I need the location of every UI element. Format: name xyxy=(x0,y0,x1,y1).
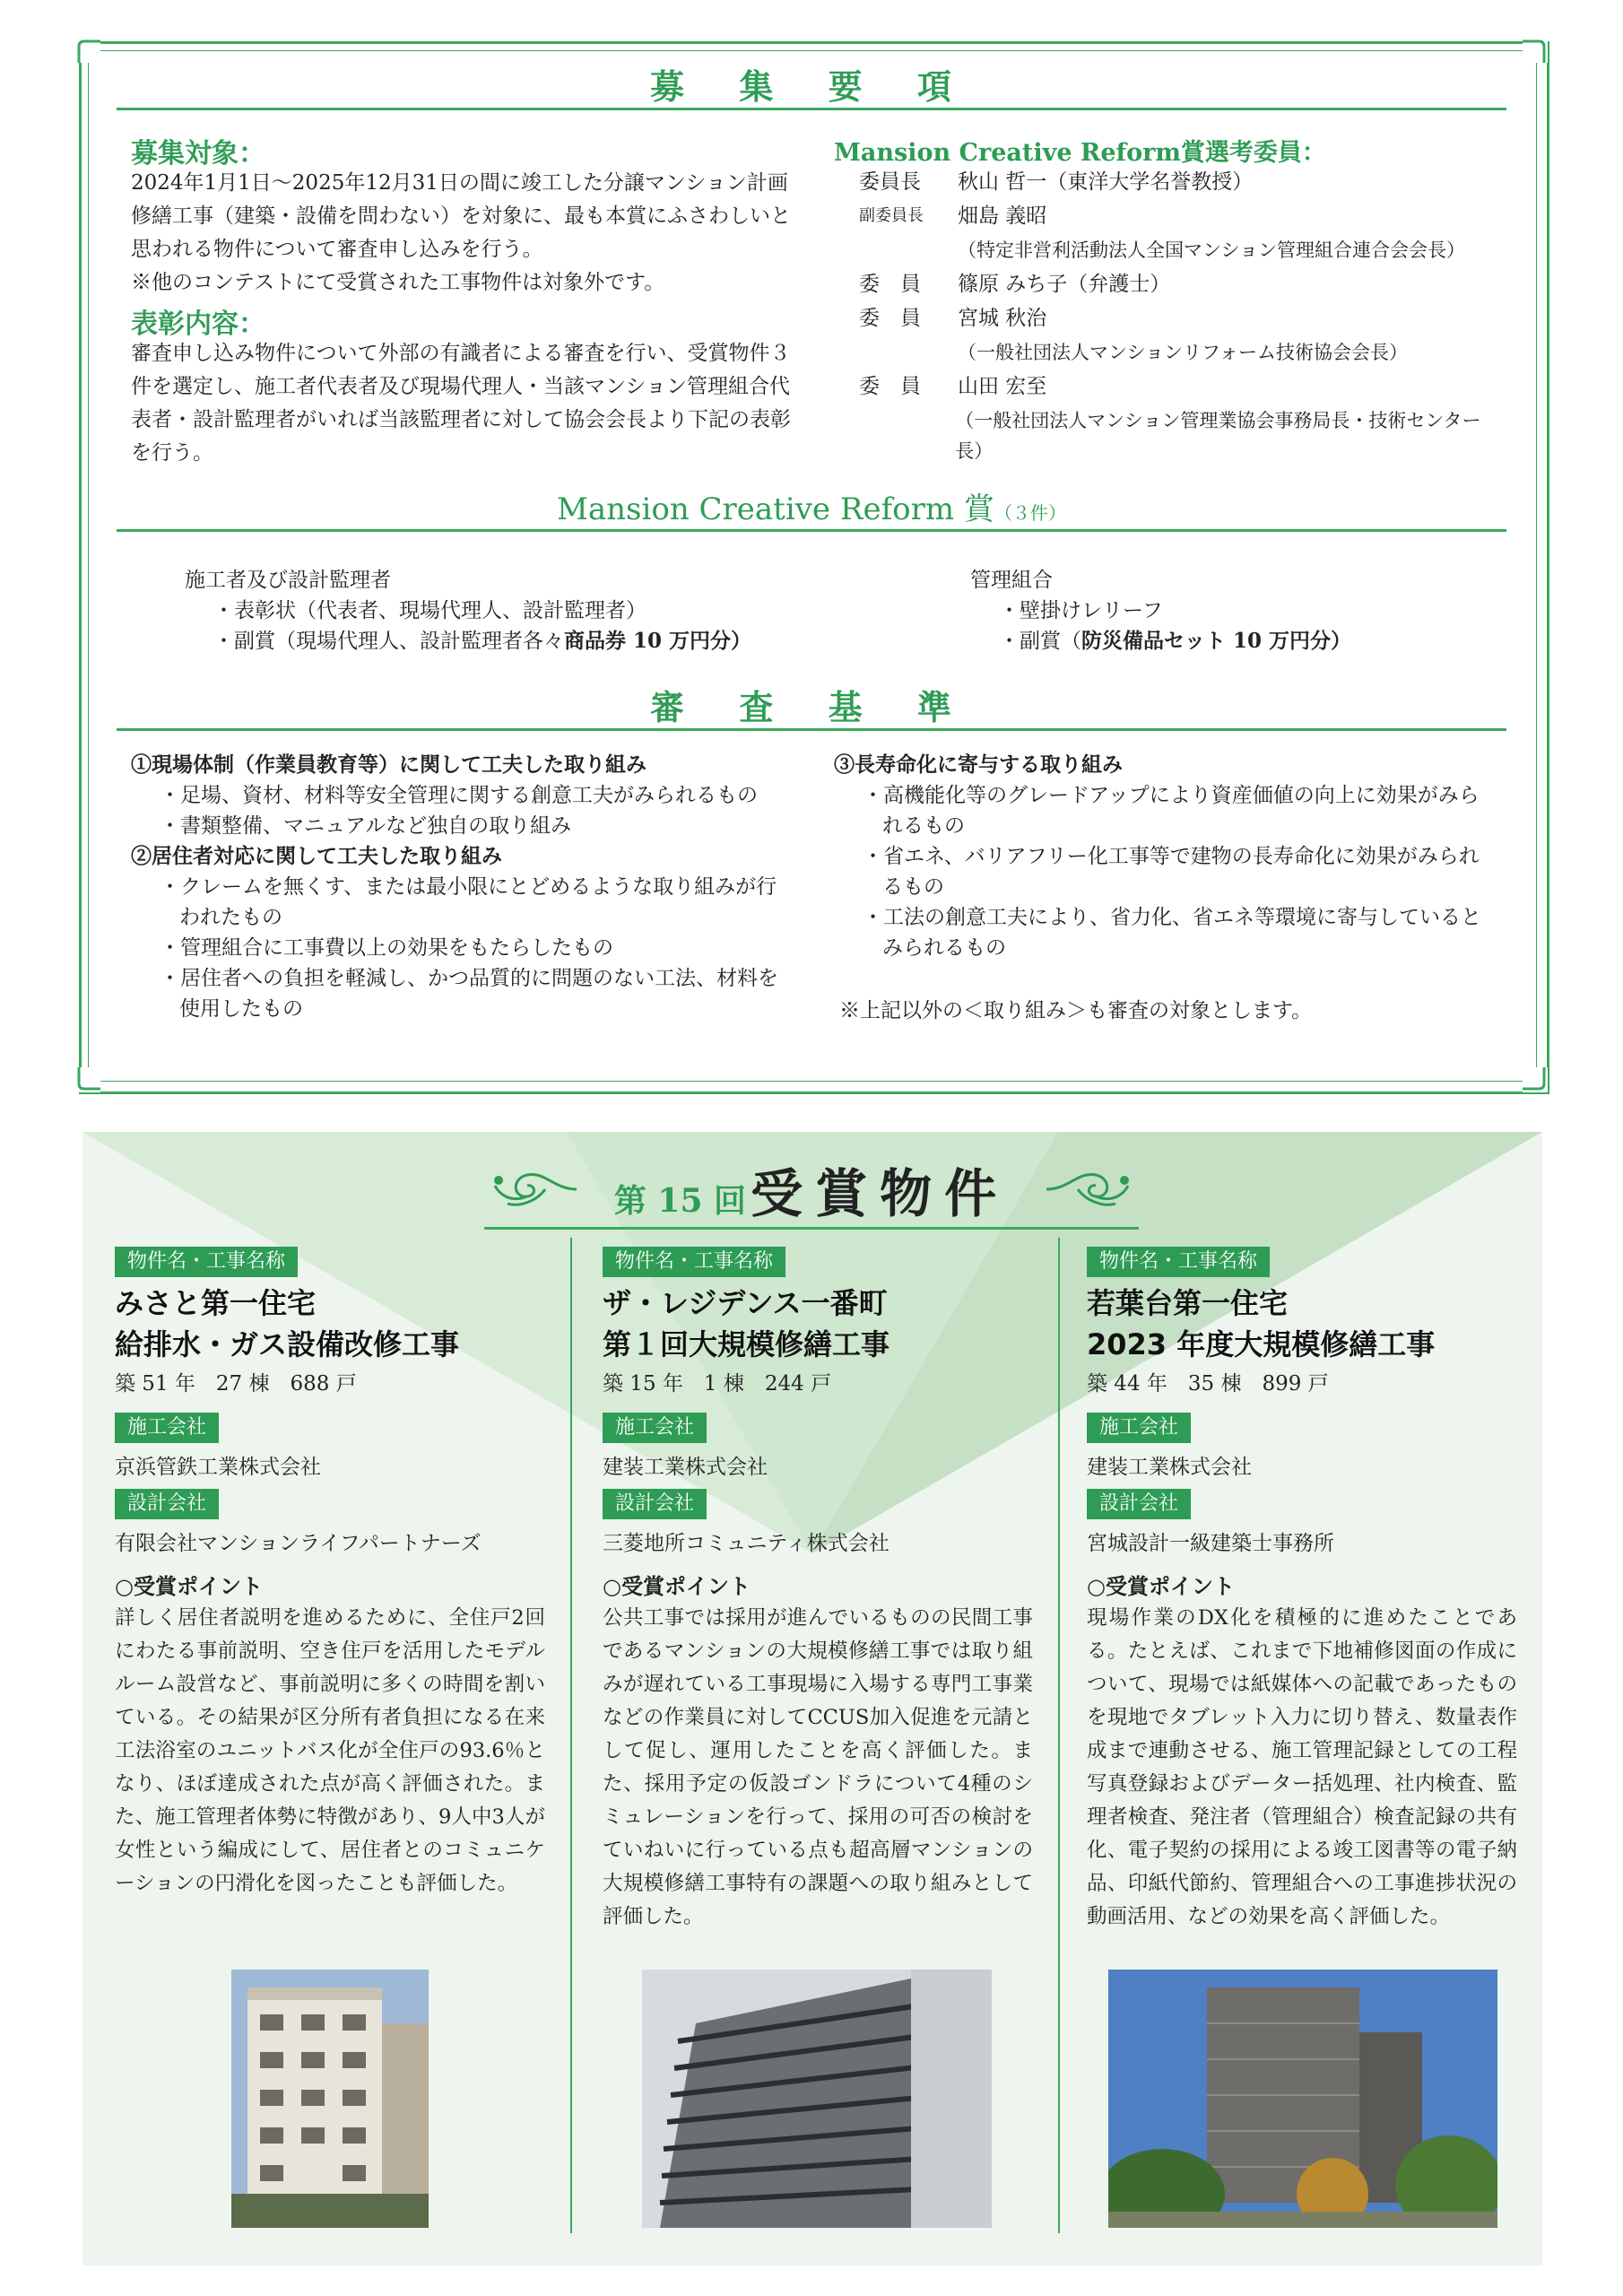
builder-name: 建装工業株式会社 xyxy=(603,1456,768,1479)
criteria-item: ・クレームを無くす、または最小限にとどめるような取り組みが行われたもの xyxy=(160,875,777,929)
winners-title xyxy=(484,1152,1139,1227)
winners-rule xyxy=(484,1227,1139,1230)
committee-name: 宮城 秋治 xyxy=(958,307,1047,330)
committee-name: （一般社団法人マンションリフォーム技術協会会長） xyxy=(958,342,1409,363)
committee-name: （特定非営利活動法人全国マンション管理組合連合会会長） xyxy=(958,239,1466,261)
criteria-rule xyxy=(117,728,1506,731)
criteria-right xyxy=(834,750,1497,963)
point-text: 公共工事では採用が進んでいるものの民間工事であるマンションの大規模修繕工事では取り組みが遅れている工事現場に入場する専門工事業などの作業員に対してCCUS加入促進を元請として促し、運用したことを高く評価した。また、採用予定の仮設ゴンドラについて4種のシミュレーションを行って、採用の可否の検討をていねいに行っている点も超高層マンションの大規模修繕工事特有の課題への取り組みとして評価した。 xyxy=(603,1606,1033,1928)
frame-corner xyxy=(75,1067,100,1092)
builder-name: 建装工業株式会社 xyxy=(1087,1456,1252,1479)
committee-row xyxy=(859,405,1505,462)
criteria-item: ・居住者への負担を軽減し、かつ品質的に問題のない工法、材料を使用したもの xyxy=(160,967,778,1021)
committee-role xyxy=(859,405,955,439)
prize-left xyxy=(185,565,751,657)
name-label: 物件名・工事名称 xyxy=(1087,1247,1270,1277)
award-text: 審査申し込み物件について外部の有識者による審査を行い、受賞物件３件を選定し、施工者代表者及び現場代理人・当該マンション管理組合代表者・設計監理者がいれば当該監理者に対して協会会長より下記の表彰を行う。 xyxy=(131,342,791,465)
committee-role: 委 員 xyxy=(859,375,921,398)
committee-name: 畑島 義昭 xyxy=(958,204,1047,228)
property-name: 若葉台第一住宅 2023 年度大規模修繕工事 xyxy=(1087,1286,1436,1361)
point-heading: ○受賞ポイント xyxy=(1087,1574,1235,1599)
committee-row xyxy=(859,269,1505,303)
committee-role: 委 員 xyxy=(859,307,921,330)
prize-right-heading: 管理組合 xyxy=(970,569,1053,592)
point-text: 詳しく居住者説明を進めるために、全住戸2回にわたる事前説明、空き住戸を活用したモデルルーム設営など、事前説明に多くの時間を割いている。その結果が区分所有者負担になる在来工法浴室のユニットバス化が全住戸の93.6％となり、ほぼ達成された点が高く評価された。また、施工管理者体勢に特徴があり、9人中3人が女性という編成にして、居住者とのコミュニケーションの円滑化を図ったことも評価した。 xyxy=(115,1606,545,1895)
winners-prefix: 第 15 回 xyxy=(613,1182,747,1220)
frame-corner xyxy=(75,38,100,63)
committee-role: 委員長 xyxy=(859,170,921,194)
prize-left-prize: 商品券 10 万円分） xyxy=(564,629,752,653)
committee-role: 委 員 xyxy=(859,273,921,296)
criteria-item: ・省エネ、バリアフリー化工事等で建物の長寿命化に効果がみられるもの xyxy=(863,845,1480,899)
builder-name: 京浜管鉄工業株式会社 xyxy=(115,1456,321,1479)
committee-role xyxy=(859,235,958,269)
target-heading: 募集対象： xyxy=(131,138,265,170)
committee-heading: Mansion Creative Reform賞選考委員： xyxy=(834,139,1326,167)
recruitment-title: 募 集 要 項 xyxy=(650,66,973,107)
award-heading: 表彰内容： xyxy=(131,309,265,340)
designer-name: 有限会社マンションライフパートナーズ xyxy=(115,1532,482,1555)
winner-card xyxy=(1087,1247,1517,1934)
criteria-item: ・書類整備、マニュアルなど独自の取り組み xyxy=(160,814,572,838)
criteria-item: ・足場、資材、材料等安全管理に関する創意工夫がみられるもの xyxy=(160,784,758,807)
target-note: ※他のコンテストにて受賞された工事物件は対象外です。 xyxy=(131,271,665,294)
committee-row xyxy=(859,235,1505,269)
prize-left-item: ・表彰状（代表者、現場代理人、設計監理者） xyxy=(213,599,647,622)
column-divider xyxy=(1058,1238,1060,2233)
award-title xyxy=(117,484,1506,528)
photo-residence xyxy=(642,1970,992,2228)
prize-right-item xyxy=(970,626,1351,657)
award-rule xyxy=(117,529,1506,532)
prize-right-item-text: ・副賞（ xyxy=(999,630,1081,653)
committee-name: 山田 宏至 xyxy=(958,375,1047,398)
designer-label: 設計会社 xyxy=(115,1489,219,1519)
committee-row xyxy=(859,303,1505,337)
frame-corner xyxy=(1523,1067,1548,1092)
frame-corner xyxy=(1523,38,1548,63)
committee-name: （一般社団法人マンション管理業協会事務局長・技術センター長） xyxy=(955,410,1481,462)
property-meta: 築 44 年 35 棟 899 戸 xyxy=(1087,1372,1329,1396)
winner-card xyxy=(603,1247,1033,1934)
committee-list xyxy=(859,167,1505,462)
committee-role: 副委員長 xyxy=(859,206,924,225)
builder-label: 施工会社 xyxy=(115,1413,219,1443)
prize-left-heading: 施工者及び設計監理者 xyxy=(185,569,391,592)
column-divider xyxy=(570,1238,572,2233)
name-label: 物件名・工事名称 xyxy=(603,1247,785,1277)
committee-row xyxy=(859,167,1505,201)
designer-name: 三菱地所コミュニティ株式会社 xyxy=(603,1532,890,1555)
property-name: みさと第一住宅 給排水・ガス設備改修工事 xyxy=(115,1286,460,1361)
criteria-heading: ①現場体制（作業員教育等）に関して工夫した取り組み xyxy=(131,752,647,777)
prize-right-item: ・壁掛けレリーフ xyxy=(999,599,1163,622)
criteria-heading: ②居住者対応に関して工夫した取り組み xyxy=(131,844,502,868)
criteria-note: ※上記以外の＜取り組み＞も審査の対象とします。 xyxy=(839,999,1313,1022)
award-count: （３件） xyxy=(994,502,1066,524)
criteria-heading: ③長寿命化に寄与する取り組み xyxy=(834,752,1123,777)
winner-card xyxy=(115,1247,545,1900)
property-meta: 築 15 年 1 棟 244 戸 xyxy=(603,1372,832,1396)
property-meta: 築 51 年 27 棟 688 戸 xyxy=(115,1372,357,1396)
committee-row xyxy=(859,201,1505,235)
photo-misato xyxy=(231,1970,429,2228)
criteria-left xyxy=(131,750,794,1024)
builder-label: 施工会社 xyxy=(1087,1413,1191,1443)
committee-name: 篠原 みち子（弁護士） xyxy=(958,273,1171,296)
point-text: 現場作業のDX化を積極的に進めたことである。たとえば、これまで下地補修図面の作成について、現場では紙媒体への記載であったものを現地でタブレット入力に切り替え、数量表作成まで連動させる、施工管理記録としての工程写真登録およびデーター括処理、社内検査、監理者検査、発注者（管理組合）検査記録の共有化、電子契約の採用による竣工図書等の電子納品、印紙代節約、管理組合への工事進捗状況の動画活用、などの効果を高く評価した。 xyxy=(1087,1606,1517,1928)
property-name: ザ・レジデンス一番町 第１回大規模修繕工事 xyxy=(603,1286,890,1361)
designer-name: 宮城設計一級建築士事務所 xyxy=(1087,1532,1334,1555)
criteria-item: ・管理組合に工事費以上の効果をもたらしたもの xyxy=(160,936,613,960)
target-text: 2024年1月1日〜2025年12月31日の間に竣工した分譲マンション計画修繕工事（建築・設備を問わない）を対象に、最も本賞にふさわしいと思われる物件について審査申し込みを行う。 xyxy=(131,171,791,261)
committee-name: 秋山 哲一（東洋大学名誉教授） xyxy=(958,170,1254,194)
builder-label: 施工会社 xyxy=(603,1413,707,1443)
prize-left-item xyxy=(185,626,751,657)
point-heading: ○受賞ポイント xyxy=(603,1574,751,1599)
prize-left-item-text: ・副賞（現場代理人、設計監理者各々 xyxy=(213,630,564,653)
prize-right-prize: 防災備品セット 10 万円分） xyxy=(1081,629,1352,653)
committee-row xyxy=(859,337,1505,371)
prize-right xyxy=(970,565,1351,657)
winners-heading: 受賞物件 xyxy=(751,1163,1010,1224)
criteria-item: ・高機能化等のグレードアップにより資産価値の向上に効果がみられるもの xyxy=(863,784,1480,838)
committee-row xyxy=(859,371,1505,405)
title-rule xyxy=(117,108,1506,110)
name-label: 物件名・工事名称 xyxy=(115,1247,298,1277)
designer-label: 設計会社 xyxy=(1087,1489,1191,1519)
criteria-title: 審 査 基 準 xyxy=(650,687,973,727)
designer-label: 設計会社 xyxy=(603,1489,707,1519)
photo-wakabadai xyxy=(1108,1970,1497,2228)
committee-role xyxy=(859,337,958,371)
point-heading: ○受賞ポイント xyxy=(115,1574,263,1599)
criteria-item: ・工法の創意工夫により、省力化、省エネ等環境に寄与しているとみられるもの xyxy=(863,906,1481,960)
award-name: Mansion Creative Reform 賞 xyxy=(557,491,994,527)
